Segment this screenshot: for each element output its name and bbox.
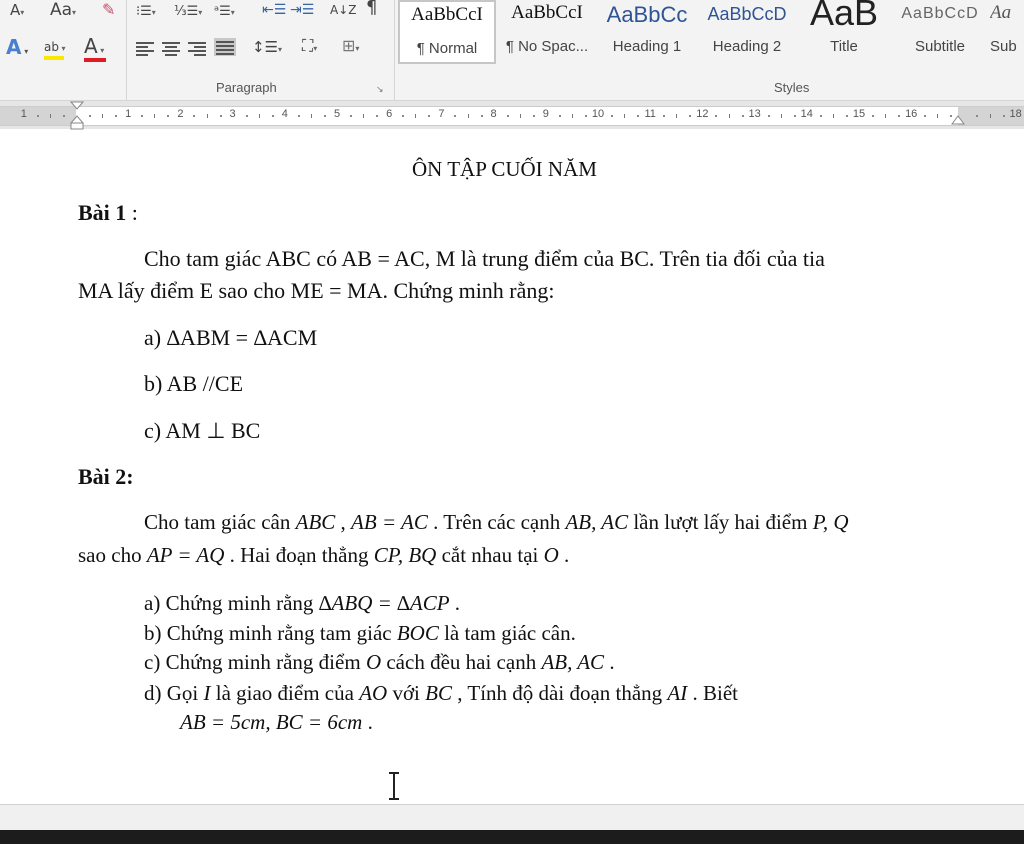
style-sample: AaBbCcD xyxy=(901,5,979,22)
ruler-tick xyxy=(63,115,65,117)
ruler-number: 13 xyxy=(748,108,761,120)
text-run: , Tính độ dài đoạn thẳng xyxy=(452,681,668,705)
style-sample: AaBbCcI xyxy=(511,2,583,23)
bai1-part-a: a) ∆ABM = ∆ACM xyxy=(144,325,318,350)
highlight-label: ab xyxy=(44,40,59,54)
ruler-tick xyxy=(794,115,796,117)
font-color-button[interactable]: A ▾ xyxy=(84,36,104,61)
text-run: . Hai đoạn thẳng xyxy=(224,543,374,567)
ruler-number: 9 xyxy=(542,108,549,120)
text-run: Cho tam giác cân xyxy=(144,510,296,534)
bai2-part-c xyxy=(144,648,615,676)
indent-marker-icon[interactable] xyxy=(70,101,84,131)
style-name: Heading 2 xyxy=(712,38,782,55)
ruler-tick xyxy=(415,114,416,118)
style-heading-2[interactable] xyxy=(698,0,796,64)
ruler-tick xyxy=(624,114,625,118)
ruler-tick xyxy=(428,115,430,117)
bai1-heading-suffix: : xyxy=(126,200,138,225)
taskbar xyxy=(0,830,1024,844)
text-run: . Biết xyxy=(687,681,738,705)
highlight-button[interactable]: ab ▾ xyxy=(44,36,66,59)
align-center-icon[interactable] xyxy=(162,40,180,56)
text-cursor-icon xyxy=(386,771,402,801)
text-run: . xyxy=(362,710,373,734)
style-sample: AaBbCcD xyxy=(707,4,787,24)
ruler-number: 1 xyxy=(20,108,27,120)
math-run: AI xyxy=(667,681,688,705)
text-effects-button[interactable]: A ▾ xyxy=(6,35,29,59)
ruler-number: 15 xyxy=(852,108,866,120)
numbering-button[interactable]: ⅓☰▾ xyxy=(174,4,203,19)
align-right-icon[interactable] xyxy=(188,40,206,56)
ruler-tick xyxy=(572,114,573,118)
paragraph-group-label: Paragraph xyxy=(216,80,277,95)
ruler-number: 6 xyxy=(386,108,393,120)
font-color-label: A xyxy=(84,34,98,58)
ruler-tick xyxy=(363,114,364,118)
style-title[interactable] xyxy=(798,0,890,64)
group-separator xyxy=(394,0,395,100)
bai2-heading: Bài 2: xyxy=(78,464,134,489)
style-sample: AaBbCcI xyxy=(411,4,483,25)
ruler-tick xyxy=(89,115,91,117)
ruler-tick xyxy=(585,115,587,117)
math-run: O xyxy=(365,650,382,674)
style-normal[interactable] xyxy=(398,0,496,64)
ruler-number: 2 xyxy=(177,108,184,120)
change-case-label: Aa xyxy=(50,0,73,20)
ruler-tick xyxy=(154,114,155,118)
sort-button[interactable]: A↓Z xyxy=(330,3,357,17)
ruler-tick xyxy=(272,115,274,117)
ruler-tick xyxy=(468,114,469,118)
document-page[interactable] xyxy=(0,130,1024,804)
ruler-tick xyxy=(193,115,195,117)
ruler-tick xyxy=(220,115,222,117)
text-run: sao cho xyxy=(78,543,147,567)
math-run: O xyxy=(543,543,559,567)
ruler-tick xyxy=(820,115,822,117)
style-subtle[interactable] xyxy=(990,0,1024,64)
ruler-tick xyxy=(637,115,639,117)
style-name: Sub xyxy=(990,38,1017,55)
ruler-tick xyxy=(924,115,926,117)
ruler-tick xyxy=(663,115,665,117)
text-run: d) Gọi xyxy=(144,681,204,705)
ruler-tick xyxy=(376,115,378,117)
styles-group-label: Styles xyxy=(774,80,810,95)
math-run: AB, AC xyxy=(541,650,605,674)
text-run: cắt nhau tại xyxy=(436,543,544,567)
style-name: Heading 1 xyxy=(612,38,682,55)
text-run: b) Chứng minh rằng tam giác xyxy=(144,621,397,645)
highlight-color-bar xyxy=(44,56,64,60)
bai1-heading-text: Bài 1 xyxy=(78,200,127,225)
bai1-intro-line2: MA lấy điểm E sao cho ME = MA. Chứng minh rằng: xyxy=(78,278,555,303)
math-run: ∆ABQ = ∆ACP xyxy=(318,591,450,615)
ruler-tick xyxy=(885,114,886,118)
shading-button[interactable]: ⛶▾ xyxy=(302,36,318,55)
ruler-number: 16 xyxy=(905,108,918,120)
multilevel-list-button[interactable]: ᵃ☰▾ xyxy=(214,4,235,19)
text-run: . xyxy=(604,650,615,674)
bai2-line1 xyxy=(144,508,849,536)
ruler-number: 11 xyxy=(644,108,656,120)
ruler-tick xyxy=(846,115,848,117)
ruler-tick xyxy=(481,115,483,117)
bai2-part-d xyxy=(144,679,738,707)
ruler-tick xyxy=(402,115,404,117)
bai2-part-b xyxy=(144,619,576,647)
ruler-number: 7 xyxy=(438,108,445,120)
ruler-tick xyxy=(990,114,991,118)
ruler-tick xyxy=(937,114,938,118)
text-run: là tam giác cân. xyxy=(438,621,576,645)
style-name: ¶ Normal xyxy=(416,40,478,57)
math-run: ABC xyxy=(295,510,336,534)
style-sample: AaB xyxy=(809,0,879,33)
show-formatting-button[interactable]: ¶ xyxy=(366,0,378,18)
text-effects-label: A xyxy=(6,35,22,59)
ruler-tick xyxy=(102,114,103,118)
paragraph-dialog-launcher[interactable]: ↘ xyxy=(376,84,384,94)
math-run: AP = AQ xyxy=(146,543,225,567)
ruler-number: 4 xyxy=(281,108,288,120)
horizontal-ruler[interactable] xyxy=(0,101,1024,129)
ruler-number: 1 xyxy=(125,108,132,120)
math-run: AB = 5cm, BC = 6cm xyxy=(180,710,363,734)
ruler-tick xyxy=(259,114,260,118)
math-run: P, Q xyxy=(812,510,849,534)
text-run: với xyxy=(387,681,426,705)
ruler-tick xyxy=(872,115,874,117)
ruler-tick xyxy=(533,115,535,117)
shrink-font-label: A xyxy=(10,1,21,19)
ruler-tick xyxy=(298,115,300,117)
ruler-tick xyxy=(781,114,782,118)
ruler-tick xyxy=(350,115,352,117)
styles-gallery xyxy=(398,0,1024,66)
math-run: BC xyxy=(425,681,452,705)
bai1-intro-line1: Cho tam giác ABC có AB = AC, M là trung điểm của BC. Trên tia đối của tia xyxy=(144,246,825,271)
align-left-icon[interactable] xyxy=(136,40,154,56)
math-run: AO xyxy=(359,681,388,705)
ruler-tick xyxy=(37,115,39,117)
bai1-heading xyxy=(78,199,138,227)
style-no-spacing[interactable] xyxy=(498,0,596,64)
bai1-part-c: c) AM ⊥ BC xyxy=(144,418,261,443)
ruler-tick xyxy=(115,115,117,117)
ruler-tick xyxy=(729,114,730,118)
text-run: . xyxy=(558,543,570,567)
ruler-tick xyxy=(689,115,691,117)
math-run: BOC xyxy=(396,621,439,645)
ruler-tick xyxy=(207,114,208,118)
text-run: c) Chứng minh rằng điểm xyxy=(144,650,366,674)
math-run: I xyxy=(203,681,211,705)
text-run: , xyxy=(335,510,352,534)
ruler-number: 18 xyxy=(1009,108,1022,120)
ruler-tick xyxy=(454,115,456,117)
group-separator xyxy=(126,0,127,100)
ruler-tick xyxy=(559,115,561,117)
ruler-tick xyxy=(141,115,143,117)
ruler-tick xyxy=(715,115,717,117)
borders-button[interactable]: ⊞▾ xyxy=(342,36,360,55)
clear-formatting-icon[interactable]: ✎ xyxy=(102,0,116,19)
ruler-number: 8 xyxy=(490,108,497,120)
text-run: . xyxy=(449,591,461,615)
bai2-line2 xyxy=(78,541,569,569)
ruler-number: 5 xyxy=(333,108,341,120)
text-run: lần lượt lấy hai điểm xyxy=(628,510,813,534)
style-sample: AaBbCc xyxy=(606,2,688,27)
ruler-track xyxy=(0,106,1024,126)
bai2-part-d-line2 xyxy=(180,708,373,736)
style-sample: Aa xyxy=(990,2,1012,23)
ruler-tick xyxy=(1003,115,1005,117)
ribbon xyxy=(0,0,1024,101)
ruler-tick xyxy=(246,115,248,117)
ruler-tick xyxy=(676,114,677,118)
ruler-tick xyxy=(768,115,770,117)
text-run: cách đều hai cạnh xyxy=(381,650,542,674)
font-color-bar xyxy=(84,58,106,62)
right-indent-marker-icon[interactable] xyxy=(951,114,965,126)
increase-indent-icon[interactable]: ⇥☰ xyxy=(290,2,315,18)
math-run: CP, BQ xyxy=(373,543,437,567)
justify-icon[interactable] xyxy=(214,38,236,56)
ruler-tick xyxy=(50,114,51,118)
ruler-tick xyxy=(742,115,744,117)
line-spacing-button[interactable]: ↕☰▾ xyxy=(252,38,283,56)
text-run: . Trên các cạnh xyxy=(427,510,566,534)
style-subtitle[interactable] xyxy=(892,0,988,64)
shrink-font-button[interactable]: A▾ xyxy=(10,1,25,19)
ruler-tick xyxy=(611,115,613,117)
text-run: là giao điểm của xyxy=(210,681,360,705)
ruler-tick xyxy=(976,115,978,117)
ruler-tick xyxy=(898,115,900,117)
ruler-tick xyxy=(324,115,326,117)
style-heading-1[interactable] xyxy=(598,0,696,64)
bullets-button[interactable]: ⁝☰▾ xyxy=(136,4,156,19)
math-run: AB = AC xyxy=(351,510,428,534)
ruler-number: 10 xyxy=(591,108,605,120)
bai2-part-a xyxy=(144,589,460,617)
bai1-part-b: b) AB //CE xyxy=(144,371,244,396)
decrease-indent-icon[interactable]: ⇤☰ xyxy=(262,2,287,18)
ruler-tick xyxy=(520,114,521,118)
ruler-tick xyxy=(507,115,509,117)
math-run: AB, AC xyxy=(565,510,629,534)
style-name: Title xyxy=(830,38,858,55)
style-name: Subtitle xyxy=(914,38,966,55)
change-case-button[interactable]: Aa▾ xyxy=(50,0,77,20)
ruler-number: 12 xyxy=(696,108,709,120)
ruler-number: 14 xyxy=(800,108,813,120)
text-run: a) Chứng minh rằng xyxy=(144,591,319,615)
ruler-tick xyxy=(311,114,312,118)
ruler-tick xyxy=(167,115,169,117)
document-title: ÔN TẬP CUỐI NĂM xyxy=(412,157,597,181)
scroll-area xyxy=(0,804,1024,831)
ruler-number: 3 xyxy=(229,108,236,120)
ruler-tick xyxy=(833,114,834,118)
style-name: ¶ No Spac... xyxy=(505,38,589,55)
